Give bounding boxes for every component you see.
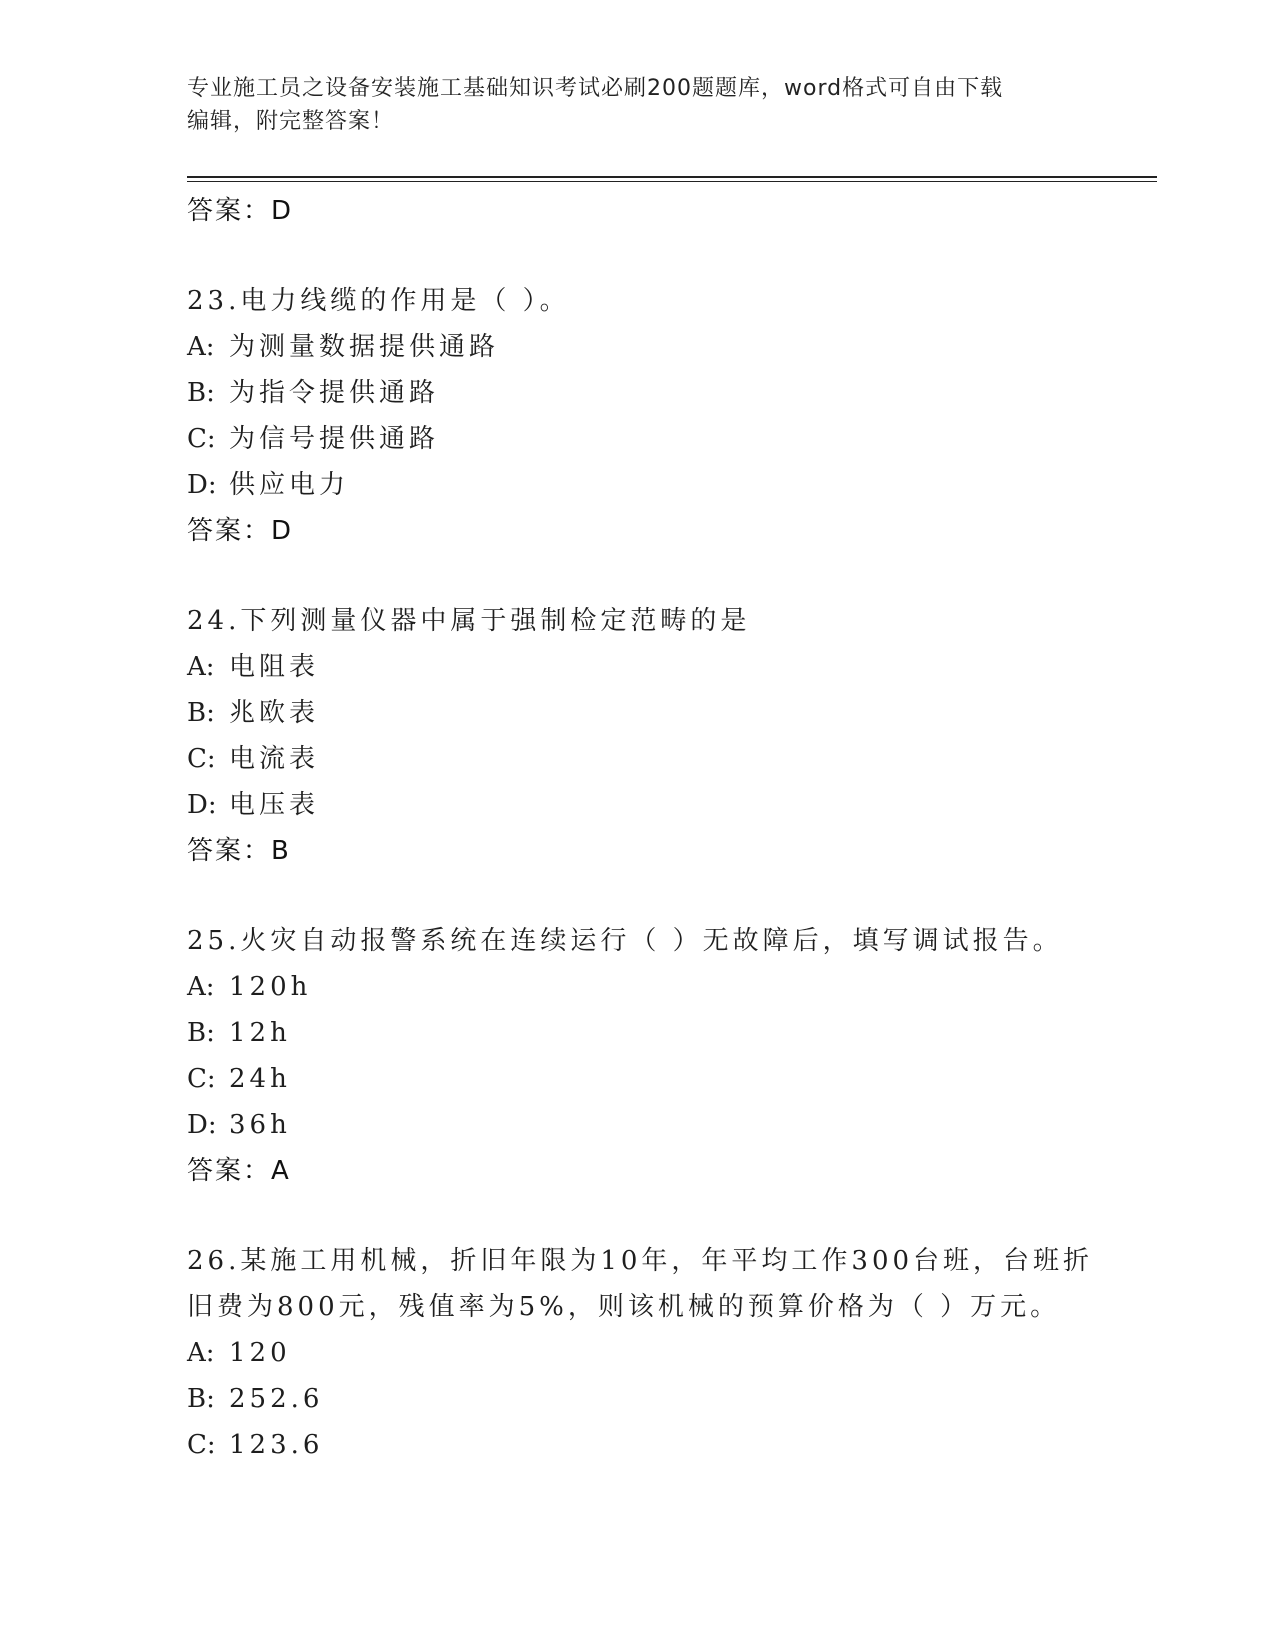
option-text: 12h [229, 1018, 291, 1048]
option-c [187, 1422, 1157, 1468]
option-text: 123.6 [229, 1430, 324, 1460]
question-text: 23.电力线缆的作用是（ ）。 [187, 286, 570, 316]
header-rule-thick [187, 176, 1157, 178]
answer-value: D [271, 196, 294, 226]
option-label: A: [187, 652, 215, 682]
header-line-2: 编辑，附完整答案！ [187, 109, 395, 134]
question-text: 24.下列测量仪器中属于强制检定范畴的是 [187, 606, 751, 636]
option-a [187, 1330, 1157, 1376]
option-b [187, 1376, 1157, 1422]
option-label: C: [187, 1064, 216, 1094]
option-label: A: [187, 332, 215, 362]
question-25 [187, 918, 1157, 1194]
answer-line [187, 1148, 1157, 1194]
option-text: 为指令提供通路 [229, 378, 440, 408]
option-c [187, 736, 1157, 782]
option-a [187, 964, 1157, 1010]
question-text-line-2: 旧费为800元，残值率为5%，则该机械的预算价格为（ ）万元。 [187, 1292, 1061, 1322]
question-text: 25.火灾自动报警系统在连续运行（ ）无故障后，填写调试报告。 [187, 926, 1063, 956]
answer-value: B [271, 836, 291, 866]
option-d [187, 1102, 1157, 1148]
option-text: 为信号提供通路 [229, 424, 440, 454]
answer-label: 答案： [187, 196, 272, 226]
option-text: 252.6 [229, 1384, 324, 1414]
answer-label: 答案： [187, 516, 272, 546]
option-a [187, 324, 1157, 370]
answer-line [187, 508, 1157, 554]
option-label: B: [187, 1384, 215, 1414]
option-b [187, 690, 1157, 736]
option-text: 供应电力 [229, 470, 350, 500]
document-header [187, 72, 1087, 138]
question-26 [187, 1238, 1157, 1468]
answer-line-prev [187, 188, 1157, 234]
option-label: B: [187, 1018, 215, 1048]
option-text: 电流表 [229, 744, 320, 774]
option-c [187, 1056, 1157, 1102]
option-label: D: [187, 790, 217, 820]
option-text: 为测量数据提供通路 [229, 332, 500, 362]
option-label: A: [187, 1338, 215, 1368]
option-label: B: [187, 378, 215, 408]
option-text: 120 [229, 1338, 291, 1368]
option-label: D: [187, 470, 217, 500]
option-d [187, 462, 1157, 508]
option-text: 电压表 [229, 790, 320, 820]
option-a [187, 644, 1157, 690]
answer-label: 答案： [187, 1156, 272, 1186]
answer-label: 答案： [187, 836, 272, 866]
option-b [187, 1010, 1157, 1056]
option-text: 电阻表 [229, 652, 320, 682]
option-d [187, 782, 1157, 828]
header-rule-thin [187, 181, 1157, 182]
option-label: D: [187, 1110, 217, 1140]
header-line-1: 专业施工员之设备安装施工基础知识考试必刷200题题库，word格式可自由下载 [187, 76, 1004, 101]
option-label: A: [187, 972, 215, 1002]
option-text: 120h [229, 972, 312, 1002]
question-list [187, 188, 1157, 1468]
question-text-line-1: 26.某施工用机械，折旧年限为10年，年平均工作300台班，台班折 [187, 1246, 1094, 1276]
question-24 [187, 598, 1157, 874]
answer-line [187, 828, 1157, 874]
answer-value: D [271, 516, 294, 546]
option-text: 36h [229, 1110, 291, 1140]
option-text: 24h [229, 1064, 291, 1094]
option-text: 兆欧表 [229, 698, 320, 728]
question-23 [187, 278, 1157, 554]
answer-value: A [271, 1156, 291, 1186]
option-c [187, 416, 1157, 462]
option-b [187, 370, 1157, 416]
option-label: C: [187, 744, 216, 774]
option-label: C: [187, 424, 216, 454]
option-label: B: [187, 698, 215, 728]
option-label: C: [187, 1430, 216, 1460]
